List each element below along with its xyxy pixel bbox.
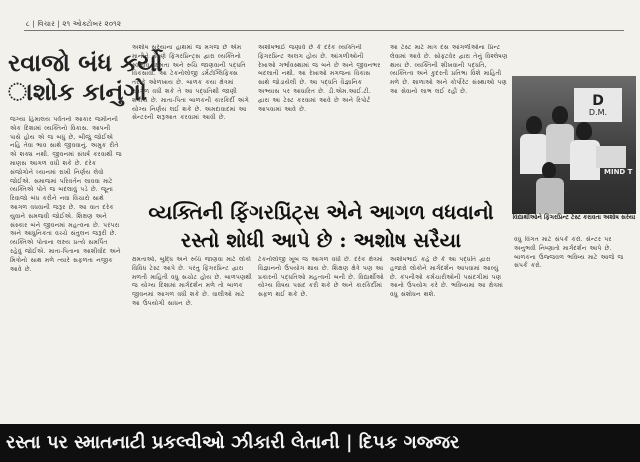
main-headline-line1: વ્યક્તિની ફિંગરપ્રિંટ્સ એને આગળ વધવાનો (148, 200, 494, 224)
header-rule (24, 30, 624, 31)
person-head-4 (542, 162, 556, 178)
photo-caption: વિદ્યાર્થીઓને ફિંગરપ્રિન્ટ ટેસ્ટ કરાવતા અશોષ સરૈયા (512, 214, 636, 221)
main-top-col-2: અશોષભાઈ જણાવે છે કે દરેક વ્યક્તિની ફિંગરપ્રિન્ટ અલગ હોય છે. આંગળીઓની રેખાઓ ગર્ભાવસ્થામાં જ બને છે અને જીવનભર બદલાતી નથી. આ રેખાઓ મગજના વિકાસ સાથે જોડાયેલી છે. આ પદ્ધતિ વૈજ્ઞાનિક અભ્યાસ પર આધારિત છે. ડી.એમ.આઈ.ટી. દ્વારા આ ટેસ્ટ કરવામાં આવે છે અને રિપોર્ટ આપવામાં આવે છે. (258, 44, 381, 113)
logo-text: D.M. (588, 108, 608, 117)
mind-text: MIND T (604, 168, 633, 176)
dmit-logo (574, 88, 622, 122)
main-bottom-col-1: ક્ષમતાઓ, બુદ્ધિ અને રુચિ જાણવા માટે લોકો વિવિધ ટેસ્ટ આપે છે. પરંતુ ફિંગરપ્રિન્ટ દ્વારા મળતી માહિતી વધુ સચોટ હોય છે. બાળપણથી જ યોગ્ય દિશામાં માર્ગદર્શન મળે તો બાળક જીવનમાં આગળ વધી શકે છે. વાલીઓ માટે આ ઉપયોગી સાધન છે. (132, 256, 252, 307)
left-headline-line1: રવાજો બંધ કર્યો (8, 48, 163, 77)
computer-screen (596, 146, 626, 168)
person-head-1 (526, 116, 542, 134)
main-headline (132, 200, 510, 252)
main-bottom-col-4: વધુ વિગત માટે સંપર્ક કરો. સેન્ટર પર અનુભવી નિષ્ણાતો માર્ગદર્શન આપે છે. બાળકના ઉજ્જવળ ભવિષ્ય માટે આજે જ સંપર્ક કરો. (514, 236, 624, 270)
left-article-body: જગ્યા હિમાલય પર્વતનો આકાર જમીનની એક દિશામાં વ્યક્તિનો વિકાસ. આપની પાસે હોય એ જ બધું છે, બીજું જોઈએ નહિ તેવા ભાવ સાથે જીવવાનું. અમુક રીતે એ શક્ય નથી. જીવનમાં સંઘર્ષ કરવાથી જ માણસ આગળ વધી શકે છે. દરેક સંજોગોને ધ્યાનમાં રાખી નિર્ણય લેવો જોઈએ. સમાજમાં પરિવર્તન લાવવા માટે વ્યક્તિએ પોતે જ બદલાવું પડે છે. જૂના રિવાજો બંધ કરીને નવા વિચારો સાથે આગળ વધવાની જરૂર છે. આ વાત દરેક યુવાને સમજવી જોઈએ. શિક્ષણ અને સંસ્કાર બંને જીવનમાં મહત્વના છે. પરંપરા અને આધુનિકતા વચ્ચે સંતુલન જરૂરી છે. વ્યક્તિએ પોતાના લક્ષ્ય પ્રત્યે સમર્પિત રહેવું જોઈએ. માતા-પિતાના આશીર્વાદ અને મિત્રોનો સાથ મળે ત્યારે સફળતા નજીક આવે છે. (10, 116, 122, 273)
main-bottom-col-2: ટેકનોલોજી ખૂબ જ આગળ વધી છે. દરેક ક્ષેત્રમાં વિજ્ઞાનનો ઉપયોગ થાય છે. શિક્ષણ ક્ષેત્રે પણ આ પ્રકારની પદ્ધતિઓ મહત્વની બની છે. વિદ્યાર્થીઓ યોગ્ય વિષય પસંદ કરી શકે છે અને કારકિર્દીમાં સફળ થઈ શકે છે. (258, 256, 384, 299)
article-photo (512, 76, 636, 214)
person-head-2 (552, 106, 568, 124)
main-top-col-1: અશોષ સરૈયાના હાથમાં જ મગજ છે એમ માનીને તેમણે ફિંગરપ્રિન્ટ્સ દ્વારા વ્યક્તિનો સ્વભાવ, ક્ષમતા અને રુચિ જાણવાની પદ્ધતિ વિકસાવી. આ ટેકનોલોજી ડર્મેટોગ્લિફિક્સ તરીકે ઓળખાય છે. બાળક કયા ક્ષેત્રમાં આગળ વધી શકે તે આ પદ્ધતિથી જાણી શકાય છે. માતા-પિતા બાળકની કારકિર્દી અંગે યોગ્ય નિર્ણય લઈ શકે છે. અમદાવાદમાં આ સેન્ટરની શરૂઆત કરવામાં આવી છે. (132, 44, 249, 122)
person-head-3 (576, 122, 592, 140)
left-article-headline (8, 48, 163, 106)
person-shirt-4 (536, 178, 564, 214)
left-headline-line2: ાશોક કાનુંગો (8, 77, 147, 106)
bottom-banner (0, 424, 640, 462)
bottom-banner-text: રસ્તા પર સ્માતનાટી પ્રકલ્વીઓ ઝીકારી લેતાની | દિપક ગજ્જર (6, 432, 460, 453)
logo-mark: D (592, 93, 604, 109)
page-date-line: ૮ | વિચાર | ૨૧ ઓક્ટોબર ૨૦૧૨ (26, 20, 122, 28)
main-top-col-3: આ ટેસ્ટ માટે માત્ર દસ આંગળીઓના પ્રિન્ટ લેવામાં આવે છે. સોફ્ટવેર દ્વારા તેનું વિશ્લેષણ થાય છે. વ્યક્તિની શીખવાની પદ્ધતિ, વ્યક્તિત્વ અને કુદરતી પ્રતિભા વિશે માહિતી મળે છે. શાળાઓ અને કોર્પોરેટ સંસ્થાઓ પણ આ સેવાનો લાભ લઈ રહી છે. (390, 44, 508, 95)
main-bottom-col-3: અશોષભાઈ કહે છે કે આ પદ્ધતિ દ્વારા હજારો લોકોને માર્ગદર્શન આપવામાં આવ્યું છે. કંપનીઓ કર્મચારીઓની પસંદગીમાં પણ આનો ઉપયોગ કરે છે. ભવિષ્યમાં આ ક્ષેત્રમાં વધુ સંશોધન થશે. (390, 256, 504, 299)
main-headline-line2: રસ્તો શોધી આપે છે : અશોષ સરૈયા (180, 228, 462, 252)
